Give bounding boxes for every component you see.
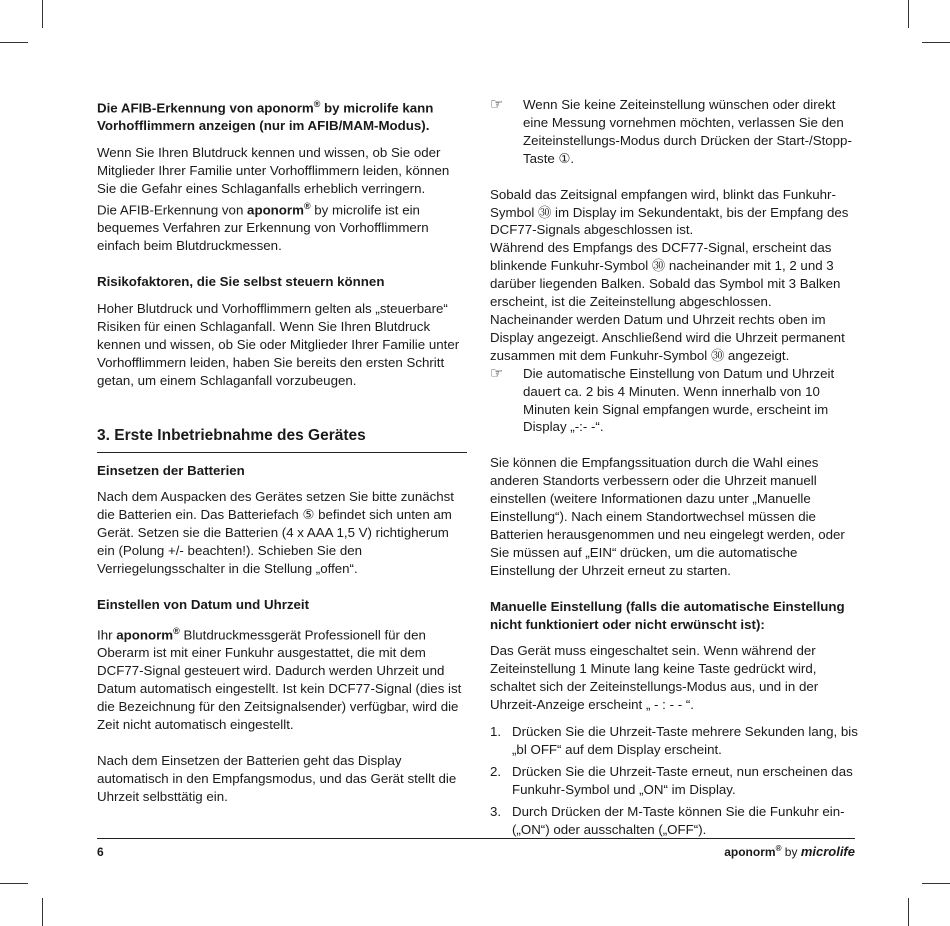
note-skip-time <box>490 96 858 168</box>
crop-mark <box>0 883 28 884</box>
datetime-paragraph: Ihr aponorm® Blutdruckmessgerät Professionell für den Oberarm ist mit einer Funkuhr ausgestattet, die mit dem DCF77-Signal gesteuert wird. Dadurch werden Uhrzeit und Datum automatisch eingestellt. Ist kein DCF77-Signal (dies ist die Bezeichnung für den Zeitsignalsender) verfügbar, wird die Zeit nicht automatisch eingestellt. <box>97 625 462 732</box>
signal-paragraph: Sobald das Zeitsignal empfangen wird, blinkt das Funkuhr-Symbol ㉚ im Display im Sekundentakt, bis der Empfang des DCF77-Signals abgeschlossen ist. <box>490 186 849 238</box>
footer-divider <box>97 838 855 839</box>
crop-mark <box>922 883 950 884</box>
note-auto-time <box>490 365 858 437</box>
crop-mark <box>922 42 950 43</box>
battery-paragraph: Nach dem Auspacken des Gerätes setzen Sie bitte zunächst die Batterien ein. Das Batteriefach ⑤ befindet sich unten am Gerät. Setzen sie die Batterien (4 x AAA 1,5 V) richtigherum ein (Polung +/- beachten!). Schieben Sie den Verriegelungsschalter in die Stellung „offen“. <box>97 489 455 577</box>
microlife-logo: microlife <box>800 844 855 859</box>
crop-mark <box>42 898 43 926</box>
crop-mark <box>42 0 43 28</box>
section-title: 3. Erste Inbetriebnahme des Gerätes <box>97 426 467 453</box>
page-number: 6 <box>97 845 104 859</box>
signal-paragraph-2: Während des Empfangs des DCF77-Signal, erscheint das blinkende Funkuhr-Symbol ㉚ nacheinander mit 1, 2 und 3 darüber liegenden Balken. Sobald das Symbol mit 3 Balken erscheint, ist die Zeiteinstellung abgeschlossen. Nacheinander werden Datum und Uhrzeit rechts oben im Display angezeigt. Anschließend wird die Uhrzeit permanent zusammen mit dem Funkuhr-Symbol ㉚ angezeigt. <box>490 240 845 363</box>
location-paragraph: Sie können die Empfangssituation durch die Wahl eines anderen Standorts verbessern oder die Uhrzeit manuell einstellen (weitere Informationen dazu unter „Manuelle Einstellung“). Nach einem Standortwechsel müssen die Batterien herausgenommen und neu eingelegt werden, oder Sie müssen auf „EIN“ drücken, um die automatische Einstellung der Uhrzeit erneut zu starten. <box>490 455 845 578</box>
crop-mark <box>908 0 909 28</box>
crop-mark <box>0 42 28 43</box>
afib-paragraph-2: Die AFIB-Erkennung von aponorm® by microlife ist ein bequemes Verfahren zur Erkennung von Vorhofflimmern einfach beim Blutdruckmessen. <box>97 200 429 254</box>
risk-heading: Risikofaktoren, die Sie selbst steuern können <box>97 274 385 290</box>
right-column <box>490 96 858 843</box>
note-text: Wenn Sie keine Zeiteinstellung wünschen oder direkt eine Messung vornehmen möchten, verlassen Sie den Zeiteinstellungs-Modus durch Drücken der Start-/Stopp-Taste ①. <box>523 97 852 166</box>
pointing-hand-icon: ☞ <box>490 364 504 382</box>
manual-heading: Manuelle Einstellung (falls die automatische Einstellung nicht funktioniert oder nicht erwünscht ist): <box>490 598 845 632</box>
manual-paragraph: Das Gerät muss eingeschaltet sein. Wenn während der Zeiteinstellung 1 Minute lang keine Taste gedrückt wird, schaltet sich der Zeiteinstellungs-Modus aus, und in der Uhrzeit-Anzeige erscheint „ - : - - “. <box>490 643 819 713</box>
risk-paragraph: Hoher Blutdruck und Vorhofflimmern gelten als „steuerbare“ Risiken für einen Schlaganfall. Wenn Sie Ihren Blutdruck kennen und wissen, ob Sie oder Mitglieder Ihrer Familie unter Vorhofflimmern leiden, haben Sie bereits den ersten Schritt getan, um einem Schlaganfall vorzubeugen. <box>97 301 460 388</box>
list-item: 1. Drücken Sie die Uhrzeit-Taste mehrere Sekunden lang, bis „bl OFF“ auf dem Display erscheint. <box>490 724 858 757</box>
note-text: Die automatische Einstellung von Datum und Uhrzeit dauert ca. 2 bis 4 Minuten. Wenn innerhalb von 10 Minuten kein Signal empfangen wurde, erscheint im Display „-:- -“. <box>523 365 835 435</box>
pointing-hand-icon: ☞ <box>490 96 504 113</box>
footer-brand: aponorm® by microlife <box>724 844 855 859</box>
battery-heading: Einsetzen der Batterien <box>97 462 245 478</box>
afib-heading: Die AFIB-Erkennung von aponorm® by microlife kann Vorhofflimmern anzeigen (nur im AFIB/MAM-Modus). <box>97 99 434 134</box>
datetime-heading: Einstellen von Datum und Uhrzeit <box>97 596 310 612</box>
list-item: 3. Durch Drücken der M-Taste können Sie die Funkuhr ein- („ON“) oder ausschalten („OFF“). <box>490 803 845 837</box>
left-column <box>97 96 467 805</box>
datetime-paragraph-2: Nach dem Einsetzen der Batterien geht das Display automatisch in den Empfangsmodus, und das Gerät stellt die Uhrzeit selbsttätig ein. <box>97 752 457 804</box>
crop-mark <box>908 898 909 926</box>
list-item: 2. Drücken Sie die Uhrzeit-Taste erneut, nun erscheinen das Funkuhr-Symbol und „ON“ im Display. <box>490 763 853 797</box>
afib-paragraph: Wenn Sie Ihren Blutdruck kennen und wissen, ob Sie oder Mitglieder Ihrer Familie unter Vorhofflimmern leiden, können Sie die Gefahr eines Schlaganfalls erheblich verringern. <box>97 145 450 197</box>
